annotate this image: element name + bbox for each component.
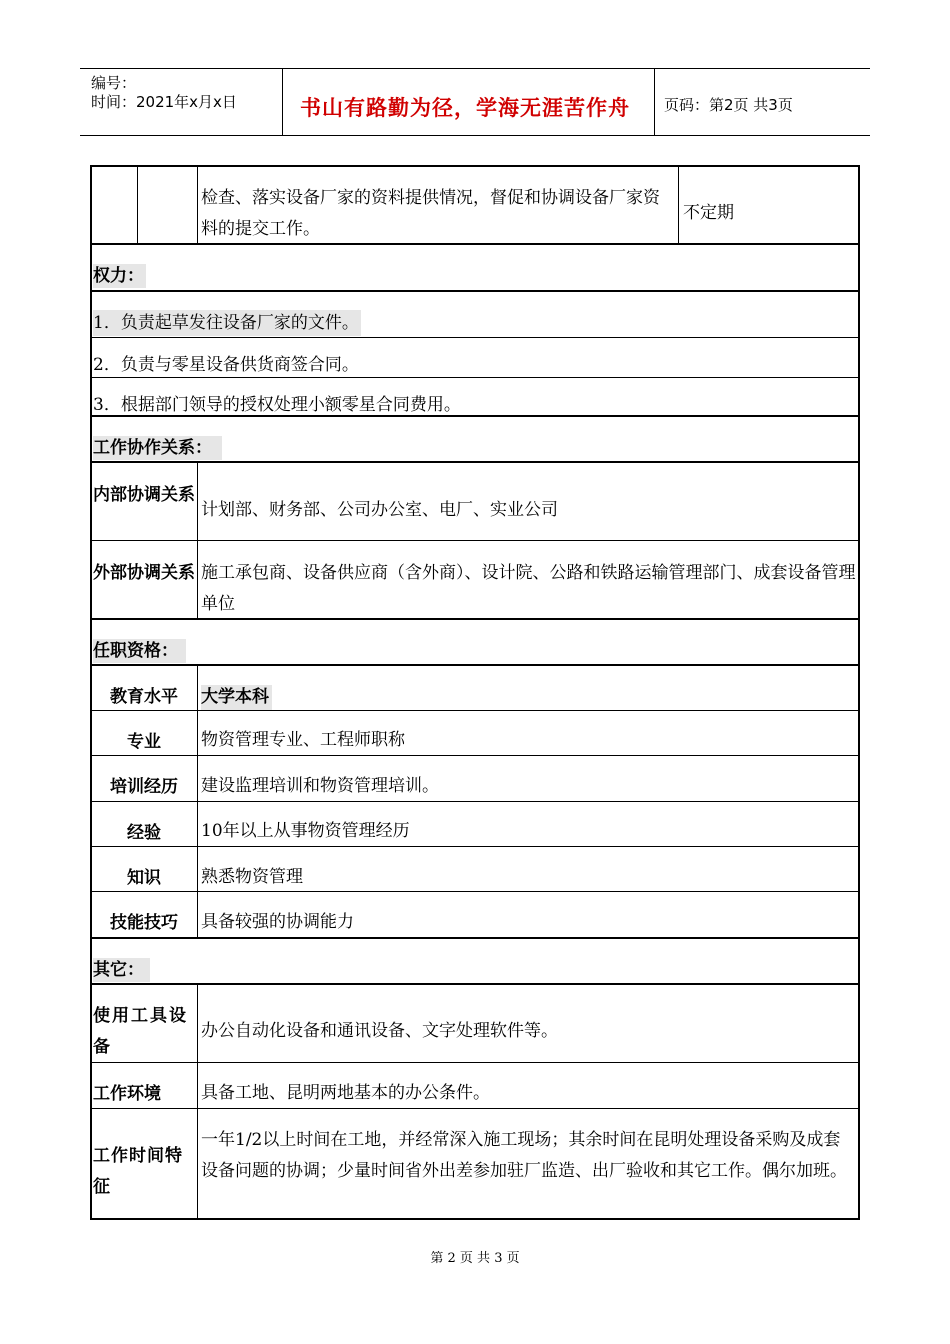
row-rule [90, 983, 860, 985]
page-footer: 第 2 页 共 3 页 [430, 1251, 520, 1266]
power-item: 2．负责与零星设备供货商签合同。 [93, 355, 359, 375]
qualification-value: 大学本科 [201, 685, 272, 710]
other-value: 办公自动化设备和通讯设备、文字处理软件等。 [201, 1021, 558, 1041]
header-motto: 书山有路勤为径，学海无涯苦作舟 [300, 96, 630, 120]
row-rule [90, 415, 860, 417]
qualification-label: 技能技巧 [110, 913, 178, 933]
other-label: 工作时间特征 [93, 1146, 183, 1197]
row-rule [90, 937, 860, 939]
cell-divider [678, 166, 679, 244]
cell-divider [197, 166, 198, 244]
qualification-label: 教育水平 [110, 687, 178, 707]
table-border-bottom [90, 1218, 860, 1220]
qualification-value: 熟悉物资管理 [201, 867, 303, 887]
qualification-value: 物资管理专业、工程师职称 [201, 730, 405, 750]
row-rule [90, 755, 860, 756]
qualification-label: 培训经历 [110, 777, 178, 797]
relation-value: 计划部、财务部、公司办公室、电厂、实业公司 [201, 500, 558, 520]
duty-frequency: 不定期 [683, 203, 734, 223]
qualification-value: 10年以上从事物资管理经历 [201, 821, 410, 841]
row-rule [90, 801, 860, 802]
row-rule [90, 664, 860, 666]
row-rule [90, 461, 860, 463]
duty-text: 检查、落实设备厂家的资料提供情况，督促和协调设备厂家资料的提交工作。 [201, 188, 660, 239]
row-rule [90, 540, 860, 541]
header-divider [282, 68, 283, 136]
row-rule [90, 710, 860, 711]
qualifications-title: 任职资格： [93, 639, 186, 663]
qualification-label: 经验 [127, 823, 161, 843]
cell-divider [137, 166, 138, 244]
other-label: 工作环境 [93, 1084, 161, 1104]
other-value: 具备工地、昆明两地基本的办公条件。 [201, 1083, 490, 1103]
header-page-number: 页码：第2页 共3页 [664, 96, 793, 114]
other-label: 使用工具设备 [93, 1006, 188, 1057]
qualification-value: 建设监理培训和物资管理培训。 [201, 776, 439, 796]
relations-title: 工作协作关系： [93, 436, 222, 460]
row-rule [90, 618, 860, 620]
qualification-value: 具备较强的协调能力 [201, 912, 354, 932]
row-rule [90, 337, 860, 338]
power-item: 3．根据部门领导的授权处理小额零星合同费用。 [93, 395, 461, 415]
row-rule [90, 1108, 860, 1109]
qualification-label: 知识 [127, 868, 161, 888]
row-rule [90, 1062, 860, 1063]
power-item: 1．负责起草发往设备厂家的文件。 [93, 310, 361, 336]
row-rule [90, 891, 860, 892]
row-rule [90, 377, 860, 378]
table-border-top [90, 165, 860, 167]
header-number: 编号： [91, 74, 137, 92]
other-value: 一年1/2以上时间在工地，并经常深入施工现场；其余时间在昆明处理设备采购及成套设备问题的协调；少量时间省外出差参加驻厂监造、出厂验收和其它工作。偶尔加班。 [201, 1130, 847, 1181]
relation-label: 内部协调关系 [93, 485, 195, 505]
powers-title: 权力： [93, 266, 144, 286]
qualification-label: 专业 [127, 732, 161, 752]
header-top-rule [80, 68, 870, 69]
relation-label: 外部协调关系 [93, 563, 195, 583]
header-bottom-rule [80, 135, 870, 136]
other-title: 其它： [93, 958, 150, 982]
header-date: 时间：2021年x月x日 [91, 93, 237, 111]
relation-value: 施工承包商、设备供应商（含外商）、设计院、公路和铁路运输管理部门、成套设备管理单位 [201, 563, 856, 614]
row-rule [90, 846, 860, 847]
header-divider [654, 68, 655, 136]
row-rule [90, 290, 860, 292]
cell-divider [197, 984, 198, 1219]
row-rule [90, 243, 860, 245]
